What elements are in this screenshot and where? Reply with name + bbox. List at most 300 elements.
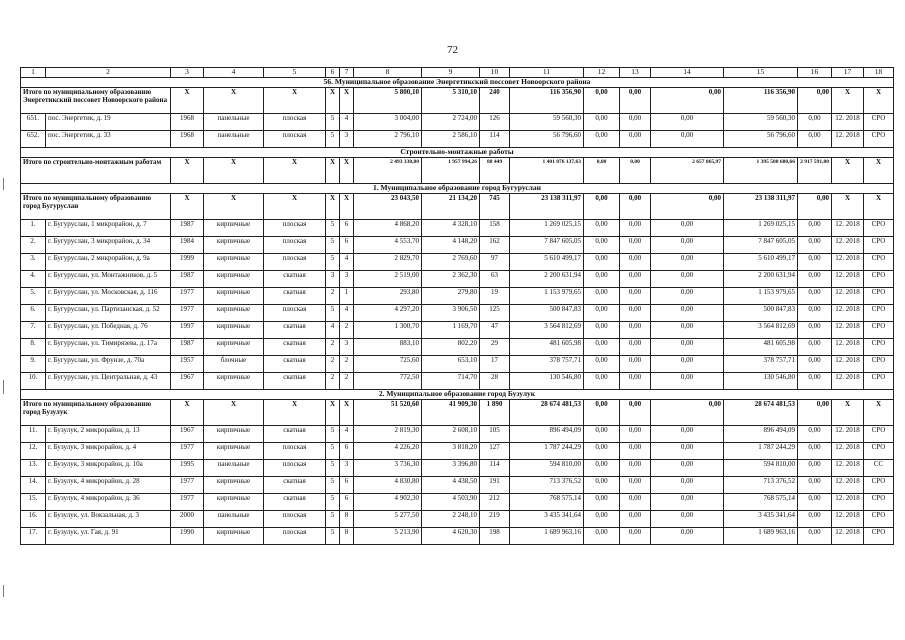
total-cost: 713 376,52 [510,477,584,494]
row-number: 5. [21,288,46,305]
other-funds: 0,00 [798,220,832,237]
entrances-count: 3 [340,460,354,477]
total-cell: 0,00 [620,194,651,220]
build-year: 1977 [171,288,204,305]
wall-material: кирпичные [204,426,264,443]
total-area: 4 553,70 [354,237,422,254]
build-year: 1984 [171,237,204,254]
fund-method: СРО [864,114,894,131]
house-address: г. Бузулук, 4 микрорайон, д. 36 [46,494,171,511]
fund-method: СРО [864,494,894,511]
fund-method: СРО [864,426,894,443]
wall-material: кирпичные [204,237,264,254]
build-year: 1999 [171,254,204,271]
residents-count: 162 [480,237,510,254]
build-year: 1987 [171,220,204,237]
total-cell: X [864,194,894,220]
total-cell: 0,00 [798,194,832,220]
regional-funds: 0,00 [620,426,651,443]
other-funds: 0,00 [798,271,832,288]
total-cell: X [326,158,340,184]
local-funds: 0,00 [651,288,724,305]
other-funds: 0,00 [798,305,832,322]
total-area: 1 300,70 [354,322,422,339]
column-number-2: 2 [46,68,171,78]
entrances-count: 4 [340,305,354,322]
completion-date: 12. 2018 [832,237,864,254]
total-cell: X [340,400,354,426]
completion-date: 12. 2018 [832,114,864,131]
total-cell: X [340,158,354,184]
completion-date: 12. 2018 [832,426,864,443]
fund-method: СРО [864,305,894,322]
table-row [21,460,894,477]
floors-count: 5 [326,477,340,494]
total-cell: 0,00 [620,88,651,114]
floors-count: 5 [326,511,340,528]
column-number-1: 1 [21,68,46,78]
floors-count: 5 [326,305,340,322]
total-cost: 1 787 244,29 [510,443,584,460]
row-number: 12. [21,443,46,460]
owner-funds: 56 796,60 [724,131,798,148]
floors-count: 4 [326,322,340,339]
fund-method: СРО [864,220,894,237]
total-cell: 23 043,50 [354,194,422,220]
local-funds: 0,00 [651,426,724,443]
row-number: 3. [21,254,46,271]
table-row [21,322,894,339]
total-cell: X [204,400,264,426]
fund-method: СРО [864,339,894,356]
total-cost: 59 560,30 [510,114,584,131]
build-year: 1977 [171,477,204,494]
residents-count: 114 [480,131,510,148]
total-cell: 1 957 994,26 [422,158,480,184]
owner-funds: 500 847,83 [724,305,798,322]
floors-count: 2 [326,339,340,356]
left-edge-mark [3,585,4,597]
total-cell: 2 493 330,80 [354,158,422,184]
federal-funds: 0,00 [584,254,620,271]
wall-material: кирпичные [204,494,264,511]
residents-count: 127 [480,443,510,460]
living-area: 2 608,10 [422,426,480,443]
entrances-count: 6 [340,237,354,254]
total-cell: 2 657 865,97 [651,158,724,184]
wall-material: кирпичные [204,271,264,288]
fund-method: СРО [864,356,894,373]
total-area: 293,80 [354,288,422,305]
total-cell: 28 674 481,53 [510,400,584,426]
other-funds: 0,00 [798,460,832,477]
roof-type: скатная [264,477,326,494]
entrances-count: 1 [340,288,354,305]
build-year: 1957 [171,356,204,373]
fund-method: СРО [864,131,894,148]
federal-funds: 0,00 [584,237,620,254]
fund-method: СРО [864,477,894,494]
total-cell: 0,00 [584,400,620,426]
regional-funds: 0,00 [620,460,651,477]
federal-funds: 0,00 [584,494,620,511]
other-funds: 0,00 [798,511,832,528]
row-number: 4. [21,271,46,288]
column-number-4: 4 [204,68,264,78]
entrances-count: 4 [340,254,354,271]
build-year: 1990 [171,528,204,545]
column-number-7: 7 [340,68,354,78]
local-funds: 0,00 [651,443,724,460]
owner-funds: 1 787 244,29 [724,443,798,460]
total-area: 2 829,70 [354,254,422,271]
fund-method: СРО [864,528,894,545]
table-row [21,443,894,460]
total-area: 5 213,90 [354,528,422,545]
roof-type: скатная [264,288,326,305]
fund-method: СРО [864,511,894,528]
owner-funds: 2 200 631,94 [724,271,798,288]
entrances-count: 2 [340,373,354,390]
total-cell: X [171,88,204,114]
living-area: 802,20 [422,339,480,356]
completion-date: 12. 2018 [832,131,864,148]
column-number-8: 8 [354,68,422,78]
wall-material: кирпичные [204,288,264,305]
floors-count: 2 [326,373,340,390]
floors-count: 5 [326,131,340,148]
fund-method: СРО [864,373,894,390]
roof-type: плоская [264,220,326,237]
total-cell: 0,00 [584,158,620,184]
total-cost: 7 847 605,05 [510,237,584,254]
entrances-count: 6 [340,220,354,237]
other-funds: 0,00 [798,322,832,339]
total-area: 725,60 [354,356,422,373]
column-number-16: 16 [798,68,832,78]
column-number-5: 5 [264,68,326,78]
total-cell: 0,00 [620,158,651,184]
local-funds: 0,00 [651,477,724,494]
federal-funds: 0,00 [584,114,620,131]
other-funds: 0,00 [798,339,832,356]
regional-funds: 0,00 [620,322,651,339]
total-cell: X [864,400,894,426]
living-area: 279,80 [422,288,480,305]
total-cost: 500 847,83 [510,305,584,322]
total-cost: 594 810,00 [510,460,584,477]
owner-funds: 130 546,80 [724,373,798,390]
floors-count: 5 [326,254,340,271]
row-number: 652. [21,131,46,148]
other-funds: 0,00 [798,494,832,511]
section-title: Строительно-монтажные работы [21,148,894,158]
federal-funds: 0,00 [584,426,620,443]
total-cost: 56 796,60 [510,131,584,148]
wall-material: панельные [204,131,264,148]
total-cost: 768 575,14 [510,494,584,511]
total-cell: X [171,158,204,184]
other-funds: 0,00 [798,373,832,390]
federal-funds: 0,00 [584,528,620,545]
regional-funds: 0,00 [620,443,651,460]
completion-date: 12. 2018 [832,271,864,288]
total-cell: X [264,400,326,426]
regional-funds: 0,00 [620,528,651,545]
regional-funds: 0,00 [620,254,651,271]
total-cell: 1 401 076 137,63 [510,158,584,184]
total-cell: 116 356,90 [724,88,798,114]
local-funds: 0,00 [651,220,724,237]
section-title: 1. Муниципальное образование город Бугуруслан [21,184,894,194]
house-address: г. Бузулук, 4 микрорайон, д. 28 [46,477,171,494]
local-funds: 0,00 [651,237,724,254]
wall-material: кирпичные [204,220,264,237]
completion-date: 12. 2018 [832,356,864,373]
local-funds: 0,00 [651,356,724,373]
total-area: 2 519,00 [354,271,422,288]
living-area: 1 169,70 [422,322,480,339]
row-number: 11. [21,426,46,443]
roof-type: скатная [264,339,326,356]
regional-funds: 0,00 [620,511,651,528]
total-cost: 481 605,98 [510,339,584,356]
federal-funds: 0,00 [584,373,620,390]
total-cell: 0,00 [651,400,724,426]
local-funds: 0,00 [651,528,724,545]
house-address: г. Бугуруслан, ул. Фрунзе, д. 70а [46,356,171,373]
total-cell: X [171,400,204,426]
total-cell: 21 134,20 [422,194,480,220]
column-number-17: 17 [832,68,864,78]
house-address: г. Бузулук, 3 микрорайон, д. 10а [46,460,171,477]
completion-date: 12. 2018 [832,254,864,271]
regional-funds: 0,00 [620,305,651,322]
completion-date: 12. 2018 [832,528,864,545]
column-number-6: 6 [326,68,340,78]
register-table [20,67,894,545]
floors-count: 5 [326,528,340,545]
fund-method: СС [864,460,894,477]
total-cell: 0,00 [651,194,724,220]
fund-method: СРО [864,288,894,305]
table-row [21,305,894,322]
roof-type: скатная [264,426,326,443]
row-number: 14. [21,477,46,494]
roof-type: скатная [264,494,326,511]
federal-funds: 0,00 [584,460,620,477]
build-year: 1977 [171,494,204,511]
house-address: г. Бугуруслан, 1 микрорайон, д. 7 [46,220,171,237]
roof-type: плоская [264,131,326,148]
section-total-row [21,400,894,426]
table-row [21,477,894,494]
completion-date: 12. 2018 [832,477,864,494]
federal-funds: 0,00 [584,511,620,528]
other-funds: 0,00 [798,426,832,443]
entrances-count: 4 [340,114,354,131]
local-funds: 0,00 [651,271,724,288]
living-area: 714,70 [422,373,480,390]
entrances-count: 3 [340,131,354,148]
other-funds: 0,00 [798,356,832,373]
total-area: 883,10 [354,339,422,356]
residents-count: 198 [480,528,510,545]
local-funds: 0,00 [651,131,724,148]
floors-count: 5 [326,114,340,131]
house-address: г. Бузулук, ул. Вокзальная, д. 3 [46,511,171,528]
fund-method: СРО [864,271,894,288]
section-total-label: Итого по муниципальному образованию Энергетикский поссовет Новоорского района [21,88,171,114]
other-funds: 0,00 [798,114,832,131]
total-cost: 896 494,09 [510,426,584,443]
federal-funds: 0,00 [584,356,620,373]
living-area: 2 248,10 [422,511,480,528]
wall-material: кирпичные [204,477,264,494]
register-table-wrap [20,67,886,545]
residents-count: 29 [480,339,510,356]
wall-material: панельные [204,511,264,528]
house-address: г. Бузулук, 3 микрорайон, д. 4 [46,443,171,460]
column-number-11: 11 [510,68,584,78]
total-cell: X [340,88,354,114]
total-cell: 5 310,10 [422,88,480,114]
living-area: 4 438,50 [422,477,480,494]
row-number: 15. [21,494,46,511]
regional-funds: 0,00 [620,288,651,305]
other-funds: 0,00 [798,254,832,271]
total-area: 4 868,20 [354,220,422,237]
living-area: 3 818,20 [422,443,480,460]
regional-funds: 0,00 [620,356,651,373]
section-title-row [21,148,894,158]
regional-funds: 0,00 [620,220,651,237]
row-number: 9. [21,356,46,373]
residents-count: 97 [480,254,510,271]
floors-count: 5 [326,443,340,460]
row-number: 13. [21,460,46,477]
total-cell: 88 449 [480,158,510,184]
owner-funds: 594 810,00 [724,460,798,477]
section-total-label: Итого по муниципальному образованию город Бугуруслан [21,194,171,220]
residents-count: 158 [480,220,510,237]
build-year: 1977 [171,305,204,322]
regional-funds: 0,00 [620,114,651,131]
total-cell: 51 520,60 [354,400,422,426]
table-row [21,511,894,528]
total-cost: 3 564 812,69 [510,322,584,339]
owner-funds: 768 575,14 [724,494,798,511]
federal-funds: 0,00 [584,322,620,339]
completion-date: 12. 2018 [832,220,864,237]
house-address: г. Бузулук, 2 микрорайон, д. 13 [46,426,171,443]
total-cell: 745 [480,194,510,220]
living-area: 4 620,30 [422,528,480,545]
table-row [21,288,894,305]
total-cell: X [864,158,894,184]
living-area: 2 586,10 [422,131,480,148]
completion-date: 12. 2018 [832,494,864,511]
total-cell: 1 890 [480,400,510,426]
entrances-count: 6 [340,477,354,494]
wall-material: панельные [204,114,264,131]
total-cell: 0,00 [798,88,832,114]
other-funds: 0,00 [798,131,832,148]
total-area: 3 004,00 [354,114,422,131]
total-area: 4 226,20 [354,443,422,460]
total-cell: X [171,194,204,220]
living-area: 2 362,30 [422,271,480,288]
total-cell: 1 395 500 680,66 [724,158,798,184]
house-address: г. Бугуруслан, ул. Центральная, д. 43 [46,373,171,390]
total-cost: 1 689 963,16 [510,528,584,545]
total-cell: 0,00 [584,194,620,220]
total-area: 4 297,20 [354,305,422,322]
wall-material: кирпичные [204,322,264,339]
row-number: 8. [21,339,46,356]
floors-count: 5 [326,460,340,477]
federal-funds: 0,00 [584,339,620,356]
fund-method: СРО [864,443,894,460]
floors-count: 5 [326,494,340,511]
build-year: 1997 [171,322,204,339]
residents-count: 191 [480,477,510,494]
residents-count: 114 [480,460,510,477]
local-funds: 0,00 [651,494,724,511]
living-area: 3 906,50 [422,305,480,322]
table-row [21,494,894,511]
section-total-label: Итого по строительно-монтажным работам [21,158,171,184]
table-row [21,114,894,131]
living-area: 4 503,90 [422,494,480,511]
other-funds: 0,00 [798,237,832,254]
owner-funds: 713 376,52 [724,477,798,494]
federal-funds: 0,00 [584,477,620,494]
total-cost: 3 435 341,64 [510,511,584,528]
roof-type: плоская [264,443,326,460]
section-title: 56. Муниципальное образование Энергетикский поссовет Новоорского района [21,78,894,88]
local-funds: 0,00 [651,373,724,390]
total-cell: 0,00 [620,400,651,426]
regional-funds: 0,00 [620,271,651,288]
wall-material: кирпичные [204,339,264,356]
total-cell: X [204,88,264,114]
residents-count: 47 [480,322,510,339]
section-total-row [21,88,894,114]
total-cell: 0,00 [798,400,832,426]
row-number: 17. [21,528,46,545]
total-cell: X [326,400,340,426]
floors-count: 5 [326,426,340,443]
section-total-label: Итого по муниципальному образованию город Бузулук [21,400,171,426]
living-area: 2 769,60 [422,254,480,271]
column-number-9: 9 [422,68,480,78]
section-title: 2. Муниципальное образование город Бузулук [21,390,894,400]
total-cell: 41 909,30 [422,400,480,426]
table-row [21,271,894,288]
build-year: 1967 [171,426,204,443]
column-number-3: 3 [171,68,204,78]
roof-type: скатная [264,373,326,390]
residents-count: 126 [480,114,510,131]
build-year: 1987 [171,271,204,288]
roof-type: плоская [264,460,326,477]
residents-count: 125 [480,305,510,322]
regional-funds: 0,00 [620,477,651,494]
house-address: г. Бузулук, ул. Гая, д. 91 [46,528,171,545]
total-cost: 378 757,71 [510,356,584,373]
residents-count: 219 [480,511,510,528]
